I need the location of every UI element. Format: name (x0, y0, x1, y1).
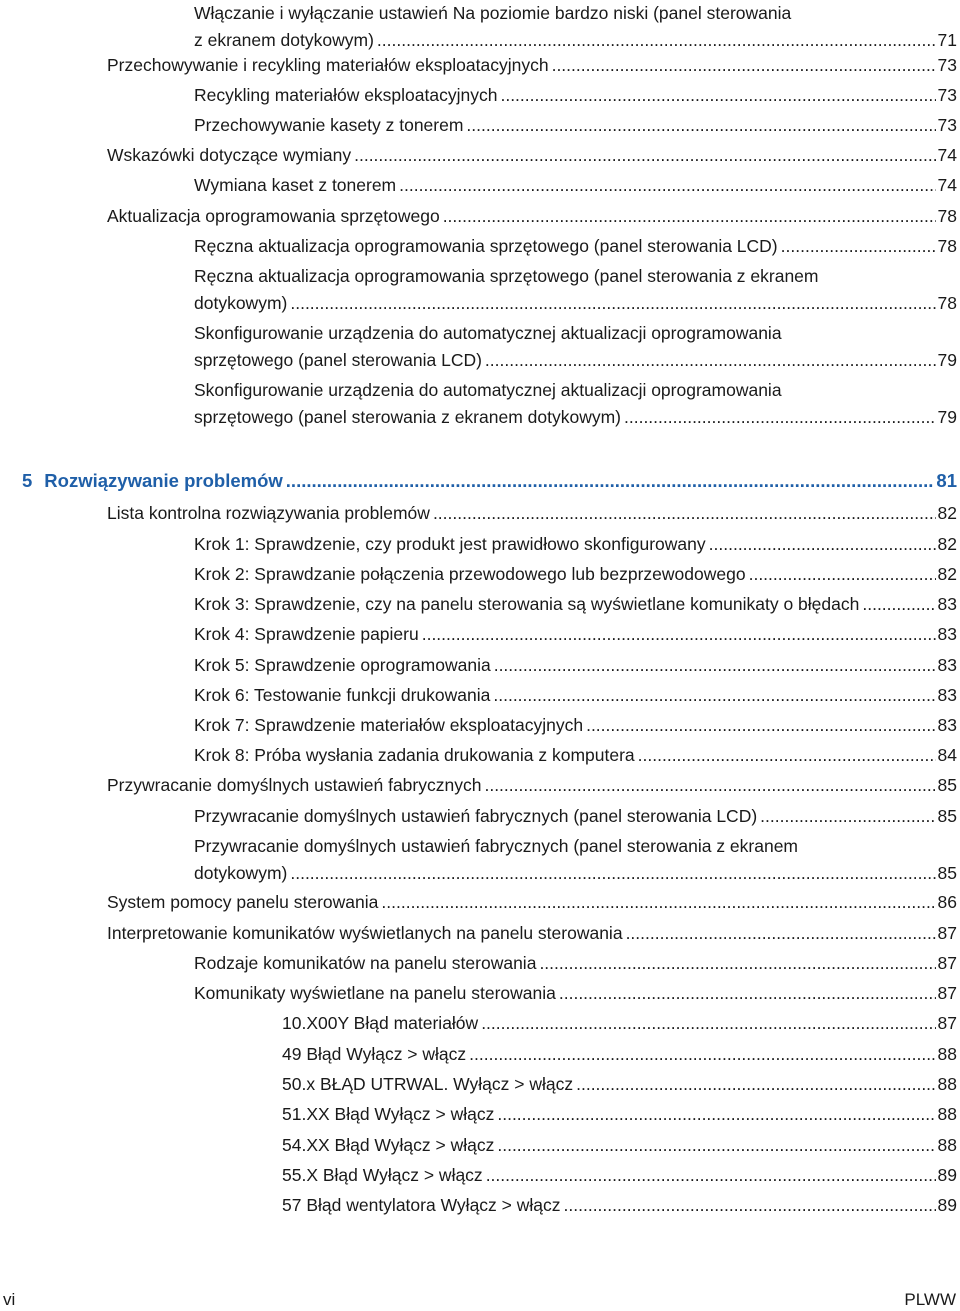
toc-page-number: 88 (937, 1044, 957, 1064)
toc-entry-title: Wymiana kaset z tonerem (194, 175, 397, 195)
toc-entry-title: Krok 2: Sprawdzanie połączenia przewodowego lub bezprzewodowego (194, 564, 746, 584)
toc-entry[interactable] (194, 712, 957, 739)
toc-page-number: 88 (937, 1104, 957, 1124)
toc-entry-title: Ręczna aktualizacja oprogramowania sprzętowego (panel sterowania z ekranem (194, 266, 819, 286)
toc-dot-leader (626, 920, 936, 947)
toc-entry-title: Skonfigurowanie urządzenia do automatycznej aktualizacji oprogramowania (194, 380, 782, 400)
toc-page-number: 73 (937, 85, 957, 105)
toc-entry-title: Krok 4: Sprawdzenie papieru (194, 624, 419, 644)
toc-page-number: 79 (937, 350, 957, 370)
toc-page-number: 78 (937, 293, 957, 313)
toc-dot-leader (497, 1132, 935, 1159)
toc-page-number: 79 (937, 407, 957, 427)
toc-entry-title: Komunikaty wyświetlane na panelu sterowania (194, 983, 556, 1003)
toc-entry[interactable] (282, 1101, 957, 1128)
toc-entry[interactable] (107, 142, 957, 169)
toc-entry[interactable] (282, 1041, 957, 1068)
toc-dot-leader (559, 980, 936, 1007)
toc-entry[interactable] (194, 591, 957, 618)
toc-entry-title: sprzętowego (panel sterowania z ekranem dotykowym) (194, 407, 621, 427)
toc-page-number: 85 (937, 806, 957, 826)
toc-dot-leader (466, 112, 935, 139)
footer-page-number: vi (3, 1290, 16, 1309)
toc-dot-leader (290, 290, 935, 317)
toc-dot-leader (422, 621, 936, 648)
toc-page-number: 73 (937, 115, 957, 135)
toc-page-number: 81 (936, 470, 957, 491)
toc-dot-leader (539, 950, 935, 977)
toc-dot-leader (749, 561, 936, 588)
toc-entry[interactable] (107, 889, 957, 916)
toc-entry[interactable] (107, 920, 957, 947)
toc-dot-leader (399, 172, 935, 199)
toc-entry[interactable] (282, 1162, 957, 1189)
toc-dot-leader (290, 860, 935, 887)
toc-dot-leader (781, 233, 936, 260)
toc-entry-title: Przechowywanie i recykling materiałów eksploatacyjnych (107, 55, 549, 75)
toc-dot-leader (433, 500, 936, 527)
toc-entry[interactable] (194, 833, 957, 887)
toc-entry[interactable] (194, 742, 957, 769)
toc-page-number: 84 (937, 745, 957, 765)
toc-entry[interactable] (282, 1132, 957, 1159)
toc-entry-title: Krok 1: Sprawdzenie, czy produkt jest prawidłowo skonfigurowany (194, 534, 706, 554)
toc-entry[interactable] (194, 112, 957, 139)
toc-entry[interactable] (194, 950, 957, 977)
toc-entry-title: 10.X00Y Błąd materiałów (282, 1013, 479, 1033)
toc-dot-leader (552, 52, 936, 79)
toc-dot-leader (494, 652, 936, 679)
toc-dot-leader (481, 1010, 935, 1037)
toc-entry[interactable] (194, 172, 957, 199)
toc-page-number: 85 (937, 775, 957, 795)
toc-entry-title: Interpretowanie komunikatów wyświetlanych na panelu sterowania (107, 923, 623, 943)
toc-entry[interactable] (194, 621, 957, 648)
toc-page-number: 89 (937, 1195, 957, 1215)
toc-entry[interactable] (194, 980, 957, 1007)
toc-entry[interactable] (194, 531, 957, 558)
toc-page-number: 82 (937, 503, 957, 523)
toc-entry-title: Rozwiązywanie problemów (44, 470, 283, 491)
toc-dot-leader (381, 889, 935, 916)
toc-dot-leader (485, 347, 936, 374)
toc-dot-leader (576, 1071, 935, 1098)
toc-page-number: 83 (937, 624, 957, 644)
toc-entry-title: Przywracanie domyślnych ustawień fabrycznych (panel sterowania z ekranem (194, 836, 799, 856)
toc-entry-title: Wskazówki dotyczące wymiany (107, 145, 352, 165)
toc-entry-title: Skonfigurowanie urządzenia do automatycznej aktualizacji oprogramowania (194, 323, 782, 343)
toc-page-number: 78 (937, 236, 957, 256)
toc-entry-title: sprzętowego (panel sterowania LCD) (194, 350, 482, 370)
toc-dot-leader (862, 591, 935, 618)
toc-entry[interactable] (194, 263, 957, 317)
toc-page-number: 88 (937, 1135, 957, 1155)
toc-entry-title: Krok 7: Sprawdzenie materiałów eksploatacyjnych (194, 715, 584, 735)
toc-entry-title: Rodzaje komunikatów na panelu sterowania (194, 953, 537, 973)
toc-dot-leader (486, 1162, 936, 1189)
toc-chapter-number: 5 (22, 470, 33, 491)
toc-dot-leader (354, 142, 935, 169)
toc-entry-title: 57 Błąd wentylatora Wyłącz > włącz (282, 1195, 561, 1215)
toc-entry[interactable] (194, 82, 957, 109)
toc-entry-title: Aktualizacja oprogramowania sprzętowego (107, 206, 440, 226)
toc-entry-title: Krok 8: Próba wysłania zadania drukowania z komputera (194, 745, 635, 765)
toc-page-number: 78 (937, 206, 957, 226)
toc-entry[interactable] (194, 320, 957, 374)
toc-dot-leader (493, 682, 935, 709)
toc-page-number: 71 (937, 30, 957, 50)
toc-entry[interactable] (282, 1010, 957, 1037)
toc-entry[interactable] (194, 561, 957, 588)
toc-dot-leader (377, 27, 936, 54)
toc-page-number: 86 (937, 892, 957, 912)
toc-entry-title: Krok 6: Testowanie funkcji drukowania (194, 685, 491, 705)
toc-page-number: 88 (937, 1074, 957, 1094)
toc-entry-title: 55.X Błąd Wyłącz > włącz (282, 1165, 483, 1185)
toc-dot-leader (760, 803, 935, 830)
toc-page-number: 87 (937, 983, 957, 1003)
toc-page-number: 83 (937, 715, 957, 735)
toc-entry[interactable] (194, 652, 957, 679)
toc-dot-leader (586, 712, 935, 739)
toc-page-number: 82 (937, 534, 957, 554)
toc-entry[interactable] (194, 0, 957, 54)
toc-entry-title: Przywracanie domyślnych ustawień fabrycznych (107, 775, 482, 795)
toc-page-number: 87 (937, 1013, 957, 1033)
toc-entry[interactable] (194, 233, 957, 260)
toc-dot-leader (638, 742, 936, 769)
toc-entry-title: Krok 3: Sprawdzenie, czy na panelu sterowania są wyświetlane komunikaty o błędach (194, 594, 860, 614)
toc-page-number: 87 (937, 923, 957, 943)
toc-entry-title: 49 Błąd Wyłącz > włącz (282, 1044, 467, 1064)
toc-page-number: 74 (937, 145, 957, 165)
toc-page-number: 82 (937, 564, 957, 584)
toc-page-number: 74 (937, 175, 957, 195)
toc-entry-title: dotykowym) (194, 863, 288, 883)
toc-dot-leader (709, 531, 936, 558)
toc-entry[interactable] (107, 203, 957, 230)
toc-page-number: 85 (937, 863, 957, 883)
toc-dot-leader (564, 1192, 936, 1219)
toc-page-number: 87 (937, 953, 957, 973)
toc-entry-title: 54.XX Błąd Wyłącz > włącz (282, 1135, 495, 1155)
toc-chapter-entry[interactable] (22, 467, 957, 494)
toc-entry-title: Recykling materiałów eksploatacyjnych (194, 85, 498, 105)
toc-entry-title: Przywracanie domyślnych ustawień fabrycznych (panel sterowania LCD) (194, 806, 758, 826)
toc-page-number: 73 (937, 55, 957, 75)
toc-entry-title: Przechowywanie kasety z tonerem (194, 115, 464, 135)
toc-dot-leader (500, 82, 935, 109)
toc-entry-title: Krok 5: Sprawdzenie oprogramowania (194, 655, 491, 675)
toc-entry-title: 50.x BŁĄD UTRWAL. Wyłącz > włącz (282, 1074, 574, 1094)
toc-dot-leader (624, 404, 936, 431)
toc-entry-title: System pomocy panelu sterowania (107, 892, 379, 912)
toc-entry[interactable] (107, 500, 957, 527)
toc-page-number: 83 (937, 594, 957, 614)
toc-dot-leader (484, 772, 935, 799)
footer-language-code: PLWW (904, 1290, 956, 1309)
toc-entry[interactable] (194, 803, 957, 830)
toc-entry[interactable] (194, 682, 957, 709)
toc-entry[interactable] (282, 1192, 957, 1219)
toc-dot-leader (469, 1041, 935, 1068)
toc-dot-leader (286, 467, 935, 494)
toc-dot-leader (443, 203, 936, 230)
toc-page-number: 89 (937, 1165, 957, 1185)
toc-entry-title: Ręczna aktualizacja oprogramowania sprzętowego (panel sterowania LCD) (194, 236, 778, 256)
toc-entry-title: Lista kontrolna rozwiązywania problemów (107, 503, 430, 523)
toc-page-number: 83 (937, 655, 957, 675)
toc-page-number: 83 (937, 685, 957, 705)
toc-entry[interactable] (282, 1071, 957, 1098)
toc-entry-title: z ekranem dotykowym) (194, 30, 374, 50)
toc-entry-title: Włączanie i wyłączanie ustawień Na poziomie bardzo niski (panel sterowania (194, 3, 792, 23)
toc-entry-title: 51.XX Błąd Wyłącz > włącz (282, 1104, 495, 1124)
toc-entry[interactable] (107, 52, 957, 79)
toc-entry-title: dotykowym) (194, 293, 288, 313)
toc-entry[interactable] (107, 772, 957, 799)
toc-dot-leader (497, 1101, 935, 1128)
toc-entry[interactable] (194, 377, 957, 431)
